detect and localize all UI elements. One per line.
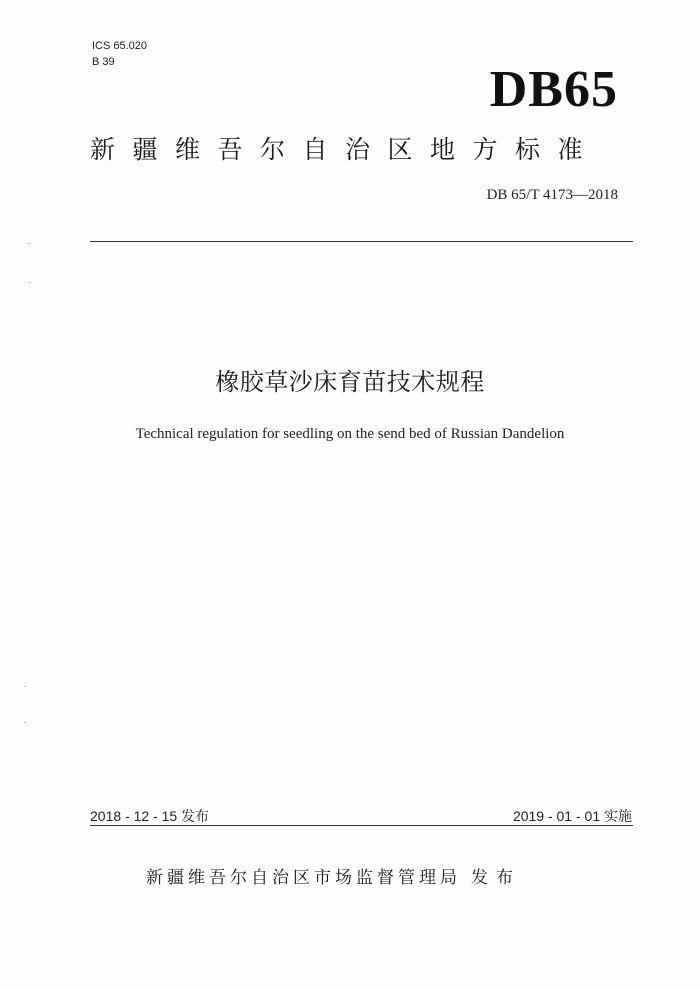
ics-code: ICS 65.020 (92, 40, 148, 52)
document-title-cn: 橡胶草沙床育苗技术规程 (215, 368, 485, 396)
ccs-code: B 39 (92, 56, 115, 68)
issuer-action: 发布 (471, 868, 521, 888)
header-divider (90, 241, 633, 242)
classification-codes (92, 38, 147, 70)
scan-speck (28, 282, 30, 283)
footer-divider (90, 825, 633, 826)
scan-speck (28, 243, 30, 244)
standard-category: 新疆维吾尔自治区地方标准 (90, 135, 601, 164)
scan-speck (24, 722, 26, 723)
issuer-name: 新疆维吾尔自治区市场监督管理局 (146, 868, 461, 888)
issue-date: 2018 - 12 - 15 发布 (90, 808, 210, 824)
implementation-date: 2019 - 01 - 01 实施 (512, 808, 632, 824)
scan-speck (24, 686, 26, 687)
document-title-en: Technical regulation for seedling on the send bed of Russian Dandelion (135, 426, 565, 442)
db-logo: DB65 (489, 61, 618, 118)
standard-number: DB 65/T 4173—2018 (486, 187, 618, 203)
issuing-authority (146, 866, 521, 890)
